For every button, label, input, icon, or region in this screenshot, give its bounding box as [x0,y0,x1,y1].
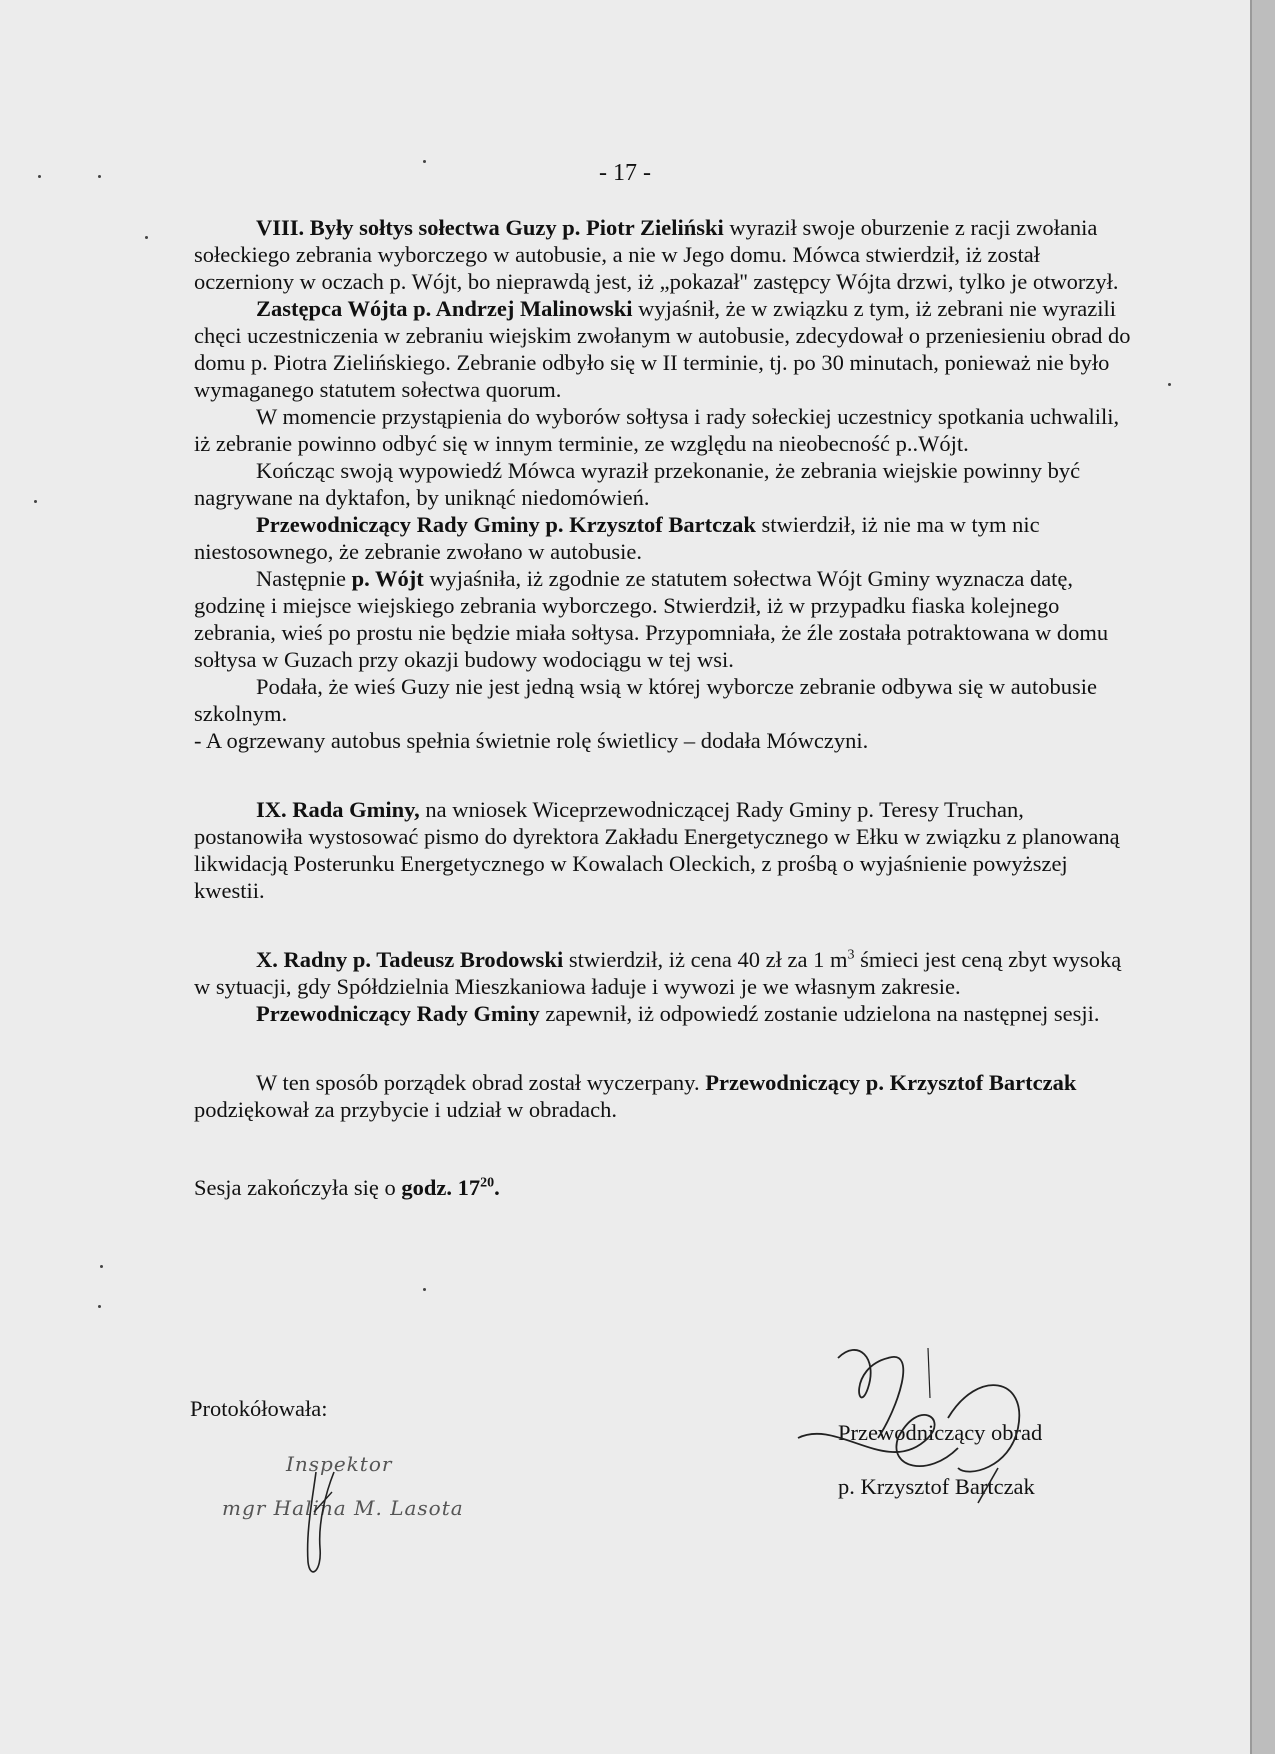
paragraph-ix [194,796,1134,904]
session-end [194,1174,1134,1201]
paragraph-viii-4: Kończąc swoją wypowiedź Mówca wyraził przekonanie, że zebrania wiejskie powinny być nagrywane na dyktafon, by uniknąć niedomówień. [194,458,1081,510]
scan-speck [423,1288,426,1291]
chairman-title: Przewodniczący obrad [838,1420,1043,1445]
stamp-title: Inspektor [286,1452,393,1476]
speaker-name: VIII. Były sołtys sołectwa Guzy p. Piotr Zieliński [256,215,724,240]
paragraph-text: stwierdził, iż nie ma w tym nic niestosownego, że zebranie zwołano w autobusie. [194,512,1040,564]
section-heading: X. Radny p. Tadeusz Brodowski [256,947,564,972]
recorder-label: Protokółowała: [190,1396,328,1421]
paragraph-x-1 [194,946,1134,1000]
paragraph-x-2 [194,1000,1134,1027]
document-body [194,214,1134,1201]
speaker-name: Przewodniczący p. Krzysztof Bartczak [705,1070,1077,1095]
superscript: 3 [847,947,855,963]
recorder-signature-icon [222,1452,482,1582]
paragraph-viii-7: Podała, że wieś Guzy nie jest jedną wsią w której wyborcze zebranie odbywa się w autobusie szkolnym. [194,674,1097,726]
inspector-stamp [222,1452,482,1552]
stamp-name: mgr Halina M. Lasota [222,1496,464,1520]
paragraph-text: wyjaśniła, iż zgodnie ze statutem sołectwa Wójt Gminy wyznacza datę, godzinę i miejsce wiejskiego zebrania wyborczego. Stwierdził, iż w przypadku fiaska kolejnego zebrania, wieś po prostu nie będzie miała sołtysa. Przypomniała, że źle została potraktowana w domu sołtysa w Guzach przy okazji budowy wodociągu w tej wsi. [194,566,1109,672]
paragraph-text: śmieci jest ceną zbyt wysoką w sytuacji, gdy Spółdzielnia Mieszkaniowa ładuje i wywozi je we własnym zakresie. [194,947,1122,999]
scan-speck [423,160,426,163]
paragraph-text: W ten sposób porządek obrad został wyczerpany. [256,1070,706,1095]
paragraph-viii-5 [194,511,1134,565]
superscript: 20 [480,1175,495,1191]
paragraph-viii-2 [194,295,1134,403]
chairman-signature-icon [778,1328,1038,1518]
speaker-name: Przewodniczący Rady Gminy p. Krzysztof Bartczak [256,512,756,537]
scan-speck [98,1305,101,1308]
paragraph-viii-1 [194,214,1134,295]
speaker-name: p. Wójt [351,566,424,591]
speaker-name: Przewodniczący Rady Gminy [256,1001,540,1026]
paragraph-text: Sesja zakończyła się o [194,1175,402,1200]
page-number: - 17 - [599,160,651,186]
scan-speck [100,1265,103,1268]
speaker-name: Zastępca Wójta p. Andrzej Malinowski [256,296,633,321]
paragraph-text: podziękował za przybycie i udział w obradach. [194,1097,617,1122]
paragraph-text: zapewnił, iż odpowiedź zostanie udzielona na następnej sesji. [539,1001,1100,1026]
session-time: godz. $17^{20}$. [401,1175,500,1200]
scan-speck [145,236,148,239]
paragraph-text: wyjaśnił, że w związku z tym, iż zebrani nie wyrazili chęci uczestniczenia w zebraniu wiejskim zwołanym w autobusie, zdecydował o przeniesieniu obrad do domu p. Piotra Zielińskiego. Zebranie odbyło się w II terminie, tj. po 30 minutach, ponieważ nie było wymaganego statutem sołectwa quorum. [194,296,1131,402]
scan-speck [34,500,37,503]
paragraph-viii-8: - A ogrzewany autobus spełnia świetnie rolę świetlicy – dodała Mówczyni. [194,728,869,753]
paragraph-text: stwierdził, iż cena 40 zł za 1 m [563,947,848,972]
section-heading: IX. Rada Gminy, [256,797,420,822]
paragraph-text: wyraził swoje oburzenie z racji zwołania sołeckiego zebrania wyborczego w autobusie, a nie w Jego domu. Mówca stwierdził, iż został oczerniony w oczach p. Wójt, bo nieprawdą jest, iż „pokazał'' zastępcy Wójta drzwi, tylko je otworzył. [194,215,1119,294]
scan-speck [1168,383,1171,386]
scan-speck [38,175,41,178]
paragraph-viii-3: W momencie przystąpienia do wyborów sołtysa i rady sołeckiej uczestnicy spotkania uchwalili, iż zebranie powinno odbyć się w innym terminie, ze względu na nieobecność p..Wójt. [194,404,1120,456]
scan-edge [1252,0,1275,1754]
chairman-name: p. Krzysztof Bartczak [838,1474,1035,1499]
paragraph-text: na wniosek Wiceprzewodniczącej Rady Gminy p. Teresy Truchan, postanowiła wystosować pismo do dyrektora Zakładu Energetycznego w Ełku w związku z planowaną likwidacją Posterunku Energetycznego w Kowalach Oleckich, z prośbą o wyjaśnienie powyższej kwestii. [194,797,1120,903]
paragraph-viii-6 [194,565,1134,673]
chairman-signature-block [838,1406,1042,1514]
scan-speck [98,175,101,178]
paragraph-text: Następnie [256,566,352,591]
paragraph-closing [194,1069,1134,1123]
